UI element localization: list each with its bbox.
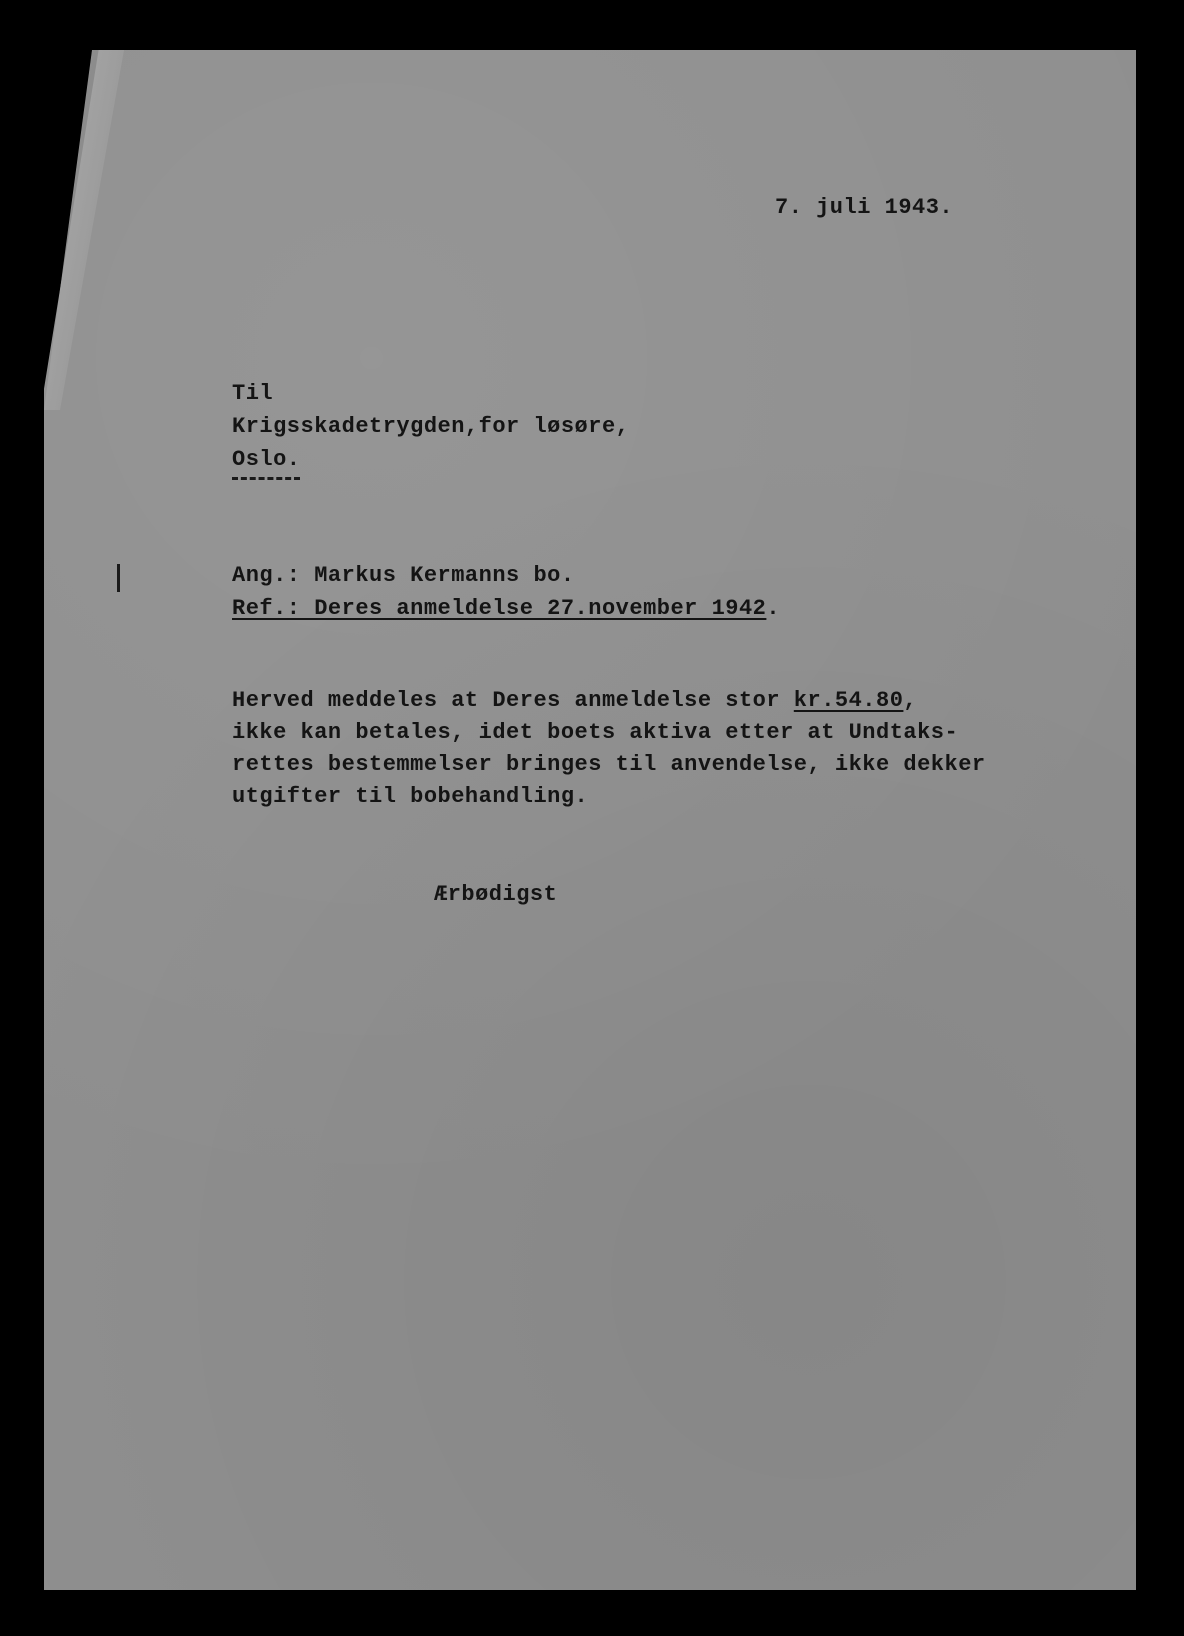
body-line-1-start: Herved meddeles at Deres anmeldelse stor [232, 688, 794, 713]
closing: Ærbødigst [434, 882, 558, 907]
subject-ref-underlined: Ref.: Deres anmeldelse 27.november 1942 [232, 596, 767, 621]
subject-ref [232, 598, 780, 620]
body-line-2: ikke kan betales, idet boets aktiva etter at Undtaks- [232, 720, 959, 745]
letter-date: 7. juli 1943. [775, 195, 954, 220]
subject-ref-end: . [766, 596, 781, 621]
document-page [44, 50, 1136, 1590]
subject-ang: Ang.: Markus Kermanns bo. [232, 563, 575, 588]
body-line-4: utgifter til bobehandling. [232, 784, 589, 809]
body-amount: kr.54.80 [793, 688, 904, 713]
recipient-to: Til [232, 381, 274, 406]
body-line-1-end: , [903, 688, 918, 713]
body-line-3: rettes bestemmelser bringes til anvendelse, ikke dekker [232, 752, 986, 777]
recipient-city: Oslo. [232, 447, 301, 472]
recipient-rule [232, 477, 300, 480]
margin-mark [117, 564, 120, 592]
recipient-name: Krigsskadetrygden,for løsøre, [232, 414, 630, 439]
body-line-1 [232, 690, 917, 712]
